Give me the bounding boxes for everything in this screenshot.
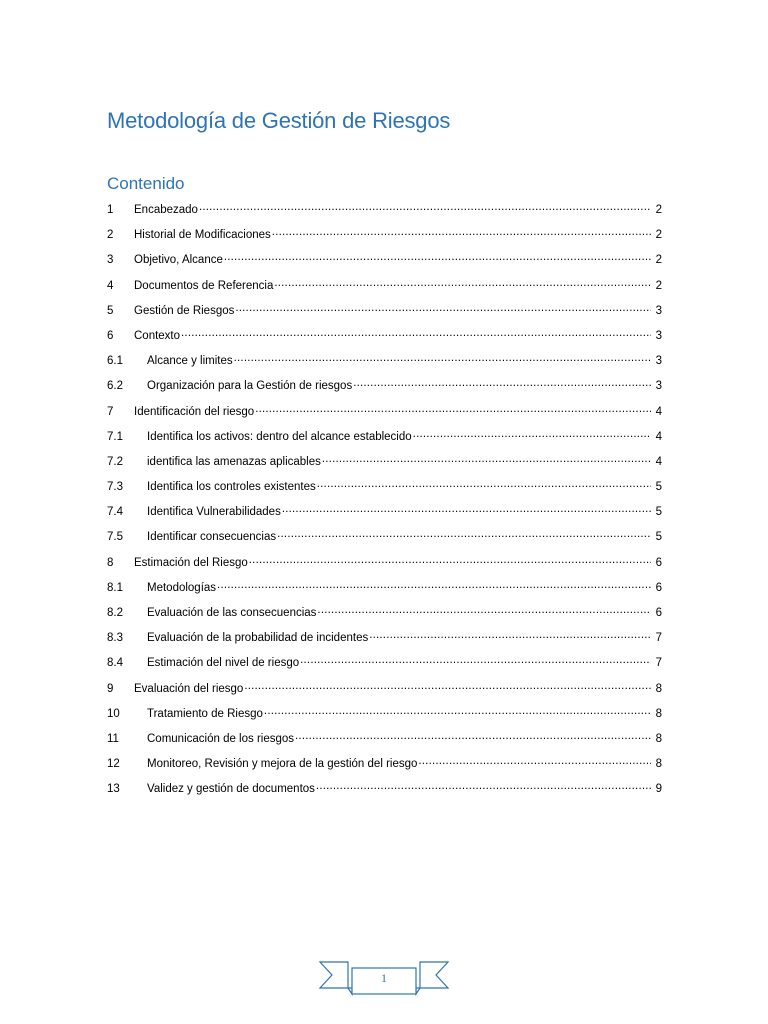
toc-entry-number: 8.2 bbox=[107, 607, 123, 619]
toc-entry[interactable] bbox=[107, 451, 662, 476]
toc-entry-page: 2 bbox=[655, 254, 662, 267]
toc-entry-title[interactable]: Evaluación de la probabilidad de incidentes bbox=[147, 632, 369, 645]
toc-dot-leader bbox=[244, 680, 651, 694]
toc-dot-leader bbox=[217, 579, 651, 593]
toc-dot-leader bbox=[322, 453, 651, 467]
toc-entry-page: 5 bbox=[655, 531, 662, 544]
toc-entry[interactable] bbox=[107, 426, 662, 451]
toc-entry-page: 7 bbox=[655, 632, 662, 645]
toc-dot-leader bbox=[199, 201, 651, 215]
toc-entry[interactable] bbox=[107, 753, 662, 778]
toc-entry-number: 7.5 bbox=[107, 531, 123, 544]
toc-dot-leader bbox=[264, 705, 651, 719]
toc-entry[interactable] bbox=[107, 224, 662, 249]
toc-entry-title[interactable]: Comunicación de los riesgos bbox=[147, 732, 295, 745]
toc-entry[interactable] bbox=[107, 325, 662, 350]
toc-entry-page: 6 bbox=[655, 556, 662, 569]
toc-entry-page: 4 bbox=[655, 405, 662, 418]
toc-entry-page: 3 bbox=[655, 329, 662, 342]
toc-dot-leader bbox=[255, 403, 651, 417]
toc-entry-number: 1 bbox=[107, 204, 114, 216]
toc-entry-title[interactable]: Identifica los activos: dentro del alcance establecido bbox=[147, 430, 412, 443]
toc-entry-title[interactable]: Organización para la Gestión de riesgos bbox=[147, 380, 353, 393]
toc-entry-title[interactable]: Documentos de Referencia bbox=[134, 279, 274, 292]
toc-entry-title[interactable]: Encabezado bbox=[134, 204, 198, 216]
toc-entry-page: 6 bbox=[655, 607, 662, 619]
toc-entry-number: 12 bbox=[107, 758, 120, 771]
toc-entry-number: 5 bbox=[107, 304, 114, 317]
toc-entry-number: 3 bbox=[107, 254, 114, 267]
toc-entry[interactable] bbox=[107, 552, 662, 577]
toc-entry[interactable] bbox=[107, 249, 662, 274]
toc-entry-page: 3 bbox=[655, 380, 662, 393]
toc-entry-page: 9 bbox=[655, 783, 662, 796]
toc-entry-title[interactable]: Contexto bbox=[134, 329, 181, 342]
table-of-contents bbox=[107, 199, 662, 804]
toc-entry-title[interactable]: Evaluación de las consecuencias bbox=[147, 607, 317, 619]
toc-entry-title[interactable]: Monitoreo, Revisión y mejora de la gestión del riesgo bbox=[147, 758, 418, 771]
page-number: 1 bbox=[381, 971, 387, 985]
toc-heading: Contenido bbox=[107, 174, 185, 193]
toc-entry-title[interactable]: Historial de Modificaciones bbox=[134, 229, 271, 242]
toc-entry-title[interactable]: Identificar consecuencias bbox=[147, 531, 277, 544]
toc-dot-leader bbox=[353, 377, 651, 391]
toc-entry-number: 7 bbox=[107, 405, 114, 418]
toc-dot-leader bbox=[300, 654, 651, 668]
toc-entry-page: 8 bbox=[655, 758, 662, 771]
toc-entry-title[interactable]: Identifica los controles existentes bbox=[147, 481, 316, 494]
toc-entry-number: 10 bbox=[107, 707, 120, 720]
toc-entry-page: 3 bbox=[655, 355, 662, 368]
toc-entry-title[interactable]: Alcance y limites bbox=[147, 355, 233, 368]
toc-entry-number: 7.2 bbox=[107, 455, 123, 468]
toc-entry-page: 3 bbox=[655, 304, 662, 317]
toc-entry-number: 9 bbox=[107, 682, 114, 695]
toc-entry[interactable] bbox=[107, 627, 662, 652]
toc-entry-title[interactable]: Gestión de Riesgos bbox=[134, 304, 235, 317]
toc-dot-leader bbox=[316, 780, 651, 794]
toc-dot-leader bbox=[282, 503, 651, 517]
toc-entry[interactable] bbox=[107, 375, 662, 400]
toc-entry[interactable] bbox=[107, 350, 662, 375]
toc-entry-number: 13 bbox=[107, 783, 120, 796]
toc-entry-title[interactable]: identifica las amenazas aplicables bbox=[147, 455, 321, 468]
toc-entry-page: 4 bbox=[655, 430, 662, 443]
toc-entry-title[interactable]: Identificación del riesgo bbox=[134, 405, 255, 418]
toc-dot-leader bbox=[413, 428, 651, 442]
toc-entry[interactable] bbox=[107, 526, 662, 551]
toc-entry-number: 8 bbox=[107, 556, 114, 569]
toc-entry-number: 2 bbox=[107, 229, 114, 242]
toc-entry[interactable] bbox=[107, 401, 662, 426]
toc-entry-number: 7.4 bbox=[107, 506, 123, 519]
toc-entry-page: 8 bbox=[655, 707, 662, 720]
toc-entry[interactable] bbox=[107, 778, 662, 803]
toc-entry-number: 7.3 bbox=[107, 481, 123, 494]
toc-dot-leader bbox=[249, 554, 651, 568]
toc-dot-leader bbox=[272, 226, 651, 240]
toc-dot-leader bbox=[369, 629, 651, 643]
toc-entry-title[interactable]: Tratamiento de Riesgo bbox=[147, 707, 263, 720]
toc-entry-title[interactable]: Objetivo, Alcance bbox=[134, 254, 223, 267]
toc-entry[interactable] bbox=[107, 602, 662, 627]
toc-entry-title[interactable]: Validez y gestión de documentos bbox=[147, 783, 315, 796]
toc-entry-page: 2 bbox=[655, 204, 662, 216]
toc-entry[interactable] bbox=[107, 652, 662, 677]
toc-entry-page: 6 bbox=[655, 581, 662, 594]
toc-entry[interactable] bbox=[107, 728, 662, 753]
toc-entry[interactable] bbox=[107, 703, 662, 728]
toc-dot-leader bbox=[317, 604, 651, 618]
toc-entry-page: 8 bbox=[655, 682, 662, 695]
toc-entry[interactable] bbox=[107, 501, 662, 526]
toc-entry[interactable] bbox=[107, 300, 662, 325]
toc-entry-title[interactable]: Estimación del nivel de riesgo bbox=[147, 657, 300, 670]
toc-entry-number: 7.1 bbox=[107, 430, 123, 443]
document-title: Metodología de Gestión de Riesgos bbox=[107, 108, 451, 133]
toc-entry[interactable] bbox=[107, 678, 662, 703]
toc-entry-page: 2 bbox=[655, 229, 662, 242]
toc-entry-number: 6 bbox=[107, 329, 114, 342]
toc-entry-number: 6.1 bbox=[107, 355, 123, 368]
toc-dot-leader bbox=[181, 327, 651, 341]
toc-entry-number: 8.3 bbox=[107, 632, 123, 645]
toc-entry-title[interactable]: Identifica Vulnerabilidades bbox=[147, 506, 281, 519]
toc-entry-number: 8.1 bbox=[107, 581, 123, 594]
toc-entry-page: 5 bbox=[655, 481, 662, 494]
toc-dot-leader bbox=[274, 277, 651, 291]
toc-entry-number: 11 bbox=[107, 732, 119, 745]
toc-entry-title[interactable]: Estimación del Riesgo bbox=[134, 556, 248, 569]
toc-entry-page: 7 bbox=[655, 657, 662, 670]
toc-entry-page: 8 bbox=[655, 732, 662, 745]
toc-entry-title[interactable]: Evaluación del riesgo bbox=[134, 682, 244, 695]
toc-entry[interactable] bbox=[107, 476, 662, 501]
toc-entry[interactable] bbox=[107, 577, 662, 602]
toc-entry[interactable] bbox=[107, 199, 662, 224]
toc-dot-leader bbox=[418, 755, 651, 769]
toc-dot-leader bbox=[295, 730, 651, 744]
toc-entry[interactable] bbox=[107, 275, 662, 300]
toc-entry-page: 4 bbox=[655, 455, 662, 468]
toc-dot-leader bbox=[317, 478, 651, 492]
toc-entry-page: 2 bbox=[655, 279, 662, 292]
toc-entry-number: 6.2 bbox=[107, 380, 123, 393]
toc-entry-page: 5 bbox=[655, 506, 662, 519]
toc-entry-title[interactable]: Metodologías bbox=[147, 581, 217, 594]
toc-dot-leader bbox=[235, 302, 651, 316]
toc-dot-leader bbox=[234, 352, 651, 366]
toc-entry-number: 4 bbox=[107, 279, 114, 292]
toc-dot-leader bbox=[277, 528, 651, 542]
toc-dot-leader bbox=[224, 251, 651, 265]
toc-entry-number: 8.4 bbox=[107, 657, 123, 670]
